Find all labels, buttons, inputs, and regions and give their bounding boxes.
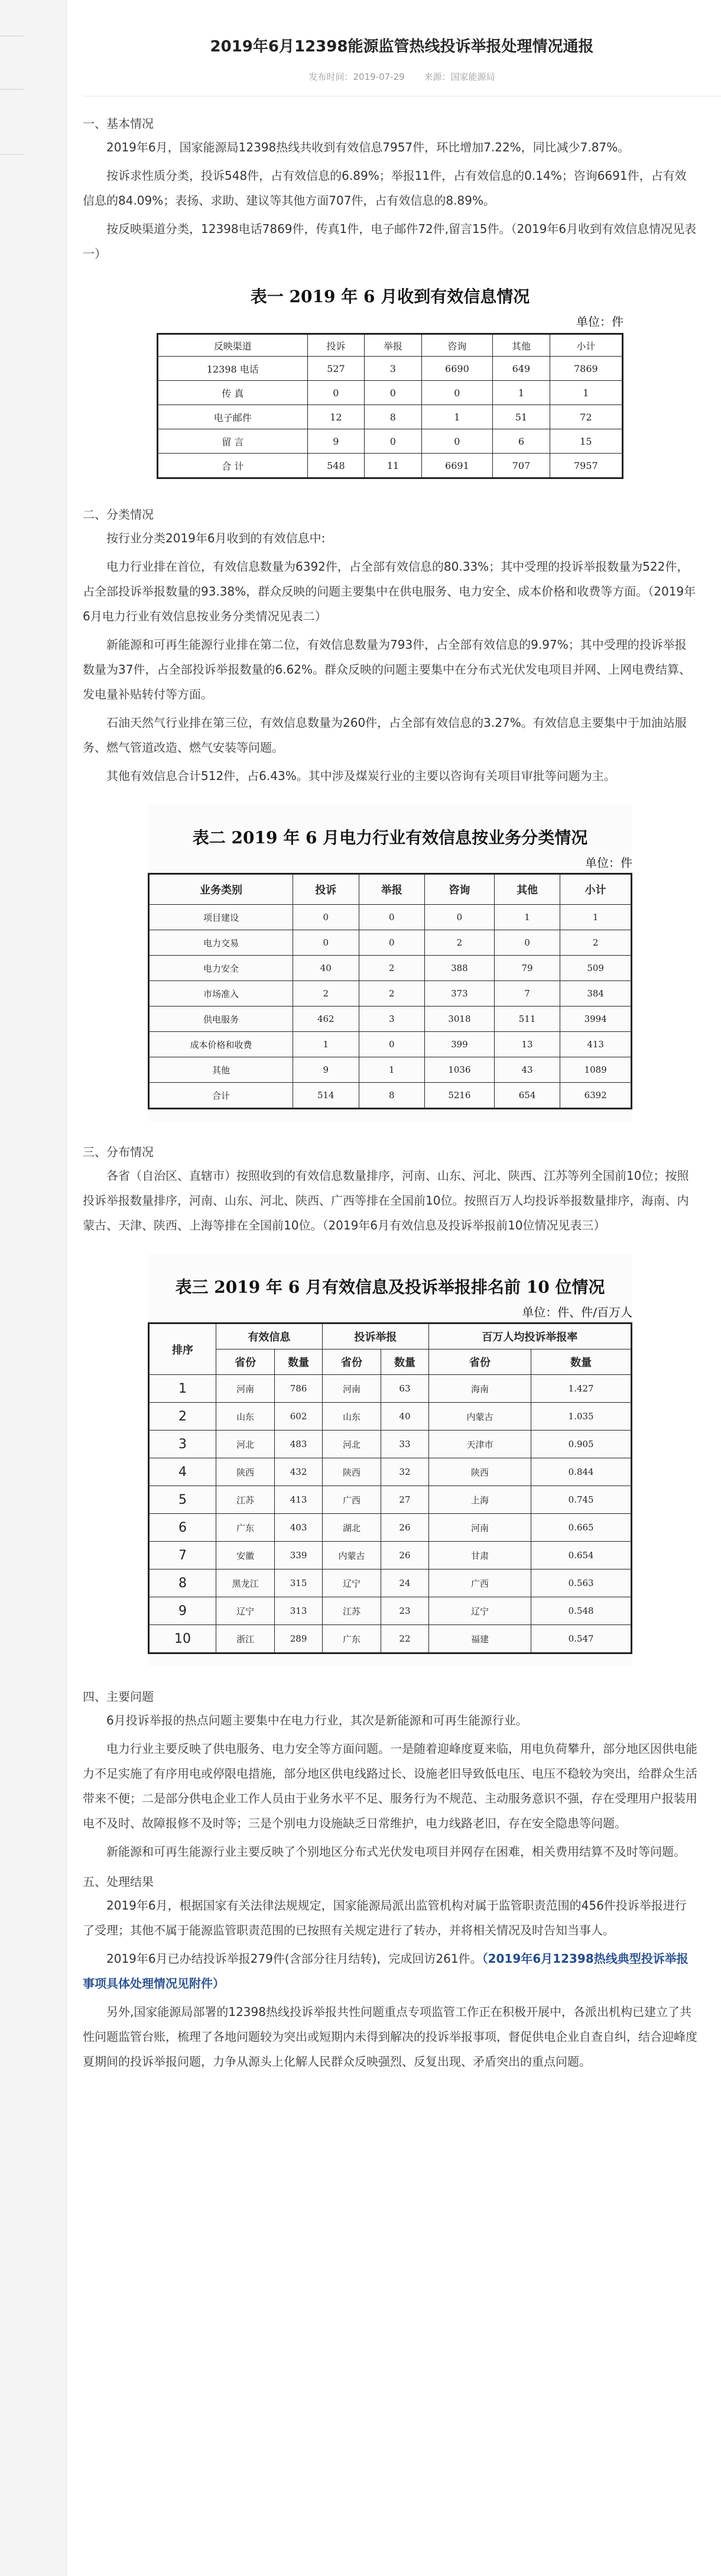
- table-header: 数量: [381, 1350, 429, 1375]
- table-header: 省份: [322, 1350, 381, 1375]
- table-row: [149, 981, 632, 1007]
- table-cell: 成本价格和收费: [149, 1032, 293, 1057]
- page-title: 2019年6月12398能源监管热线投诉举报处理情况通报: [210, 38, 594, 56]
- table-cell: 51: [493, 405, 550, 429]
- table-cell: 5216: [425, 1083, 495, 1109]
- table-row: [149, 1514, 632, 1542]
- table-cell: 8: [149, 1569, 216, 1597]
- table-cell: 1036: [425, 1057, 495, 1083]
- table-row: [149, 1032, 632, 1057]
- table1-title: 表一 2019 年 6 月收到有效信息情况: [250, 287, 530, 306]
- table-cell: 1: [421, 405, 493, 429]
- table-row: [158, 381, 623, 405]
- table-cell: 电子邮件: [158, 405, 308, 429]
- table-cell: 7957: [550, 454, 622, 478]
- publish-label: 发布时间：: [308, 72, 353, 82]
- table-cell: 2: [560, 930, 632, 956]
- table-cell: 0: [365, 429, 422, 454]
- table3-title: 表三 2019 年 6 月有效信息及投诉举报排名前 10 位情况: [175, 1277, 605, 1297]
- table-cell: 548: [307, 454, 365, 478]
- table-cell: 13: [494, 1032, 560, 1057]
- table-row: [149, 1542, 632, 1569]
- table-cell: 广西: [428, 1569, 531, 1597]
- publish-date: [308, 72, 404, 82]
- table1-unit: 单位：件: [576, 315, 623, 329]
- table-cell: 0.563: [531, 1569, 632, 1597]
- table-cell: 289: [275, 1625, 323, 1653]
- paragraph: 电力行业主要反映了供电服务、电力安全等方面问题。一是随着迎峰度夏来临，用电负荷攀升，部分地区因供电能力不足实施了有序用电或停限电措施，部分地区供电线路过长、设施老旧导致低电压、电压不稳较为突出，给群众生活带来不便；二是部分供电企业工作人员由于业务水平不足、服务行为不规范、主动服务意识不强，存在受理用户报装用电不及时、故障报修不及时等；三是个别电力设施缺乏日常维护，电力线路老旧，存在安全隐患等问题。: [83, 1742, 697, 1830]
- table1-block: [157, 284, 623, 479]
- table-cell: 786: [275, 1375, 323, 1403]
- table-group-header: 有效信息: [216, 1323, 323, 1350]
- table-cell: 广东: [216, 1514, 275, 1542]
- paragraph: 新能源和可再生能源行业主要反映了个别地区分布式光伏发电项目并网存在困难，相关费用结算不及时等问题。: [106, 1844, 686, 1859]
- table-cell: 33: [381, 1431, 429, 1458]
- table-cell: 1: [560, 905, 632, 930]
- table-cell: 384: [560, 981, 632, 1007]
- table-cell: 511: [494, 1007, 560, 1032]
- table-header: 业务类别: [149, 874, 293, 905]
- table-cell: 广西: [322, 1486, 381, 1514]
- table-cell: 0.905: [531, 1431, 632, 1458]
- table-row: [149, 1083, 632, 1109]
- table-cell: 合计: [149, 1083, 293, 1109]
- table-cell: 483: [275, 1431, 323, 1458]
- table-cell: 2: [293, 981, 359, 1007]
- table-cell: 辽宁: [322, 1569, 381, 1597]
- paragraph: 另外,国家能源局部署的12398热线投诉举报共性问题重点专项监管工作正在积极开展中，各派出机构已建立了共性问题监管台账，梳理了各地问题较为突出或短期内未得到解决的投诉举报事项，督促供电企业自查自纠，结合迎峰度夏期间的投诉举报问题，力争从源头上化解人民群众反映强烈、反复出现、矛盾突出的重点问题。: [83, 2005, 697, 2069]
- table-cell: 0: [359, 905, 425, 930]
- sidebar-divider: [0, 154, 24, 155]
- table-cell: 1: [149, 1375, 216, 1403]
- source-label: 来源：: [424, 72, 451, 82]
- table-group-header: 百万人均投诉举报率: [428, 1323, 631, 1350]
- table-cell: 462: [293, 1007, 359, 1032]
- table-row: [149, 1431, 632, 1458]
- left-sidebar: [0, 0, 67, 2576]
- table-cell: 0.548: [531, 1597, 632, 1625]
- sidebar-divider: [0, 89, 24, 90]
- table-cell: 1.427: [531, 1375, 632, 1403]
- table-cell: 辽宁: [216, 1597, 275, 1625]
- table-cell: 23: [381, 1597, 429, 1625]
- article-page: [83, 0, 721, 2074]
- table-header: 小计: [550, 334, 622, 357]
- table-row: [158, 454, 623, 478]
- table-cell: 403: [275, 1514, 323, 1542]
- table-cell: 7869: [550, 357, 622, 381]
- table-group-header: 投诉举报: [322, 1323, 428, 1350]
- table3-unit: 单位：件、件/百万人: [522, 1305, 632, 1319]
- table-cell: 0: [307, 381, 365, 405]
- table2: [148, 873, 632, 1109]
- table-cell: 12398 电话: [158, 357, 308, 381]
- table-cell: 6691: [421, 454, 493, 478]
- table-header: 投诉: [293, 874, 359, 905]
- table-row: [158, 357, 623, 381]
- table2-title: 表二 2019 年 6 月电力行业有效信息按业务分类情况: [192, 828, 588, 847]
- paragraph: [83, 1946, 697, 1996]
- table-cell: 传 真: [158, 381, 308, 405]
- source-value: 国家能源局: [450, 72, 495, 82]
- table-header: 咨询: [425, 874, 495, 905]
- table-cell: 安徽: [216, 1542, 275, 1569]
- table-header: 投诉: [307, 334, 365, 357]
- table-cell: 6: [149, 1514, 216, 1542]
- section-heading: 一、基本情况: [83, 116, 154, 131]
- table-cell: 湖北: [322, 1514, 381, 1542]
- publish-date-value: 2019-07-29: [353, 72, 405, 82]
- table-cell: 供电服务: [149, 1007, 293, 1032]
- table-cell: 413: [275, 1486, 323, 1514]
- table-cell: 0: [494, 930, 560, 956]
- table-header: 咨询: [421, 334, 493, 357]
- table-cell: 9: [293, 1057, 359, 1083]
- table-cell: 河北: [216, 1431, 275, 1458]
- paragraph: 按行业分类2019年6月收到的有效信息中:: [106, 531, 326, 545]
- table-cell: 市场准入: [149, 981, 293, 1007]
- table-cell: 373: [425, 981, 495, 1007]
- table-cell: 339: [275, 1542, 323, 1569]
- table-cell: 313: [275, 1597, 323, 1625]
- table-cell: 广东: [322, 1625, 381, 1653]
- table-cell: 2: [359, 981, 425, 1007]
- table-header-row: [149, 1350, 632, 1375]
- table-row: [149, 1486, 632, 1514]
- table-header: 数量: [531, 1350, 632, 1375]
- table-cell: 26: [381, 1542, 429, 1569]
- table-cell: 3994: [560, 1007, 632, 1032]
- table-cell: 河南: [322, 1375, 381, 1403]
- table-cell: 内蒙古: [428, 1403, 531, 1431]
- table-header: 排序: [149, 1323, 216, 1375]
- paragraph: 2019年6月，根据国家有关法律法规规定，国家能源局派出监管机构对属于监管职责范围的456件投诉举报进行了受理；其他不属于能源监管职责范围的已按照有关规定进行了转办，并将相关情况及时告知当事人。: [83, 1898, 687, 1937]
- table-cell: 陕西: [322, 1458, 381, 1486]
- table-header: 数量: [275, 1350, 323, 1375]
- table-cell: 27: [381, 1486, 429, 1514]
- table-cell: 527: [307, 357, 365, 381]
- table-cell: 514: [293, 1083, 359, 1109]
- table-cell: 0.745: [531, 1486, 632, 1514]
- table-cell: 1: [494, 905, 560, 930]
- table-cell: 0.844: [531, 1458, 632, 1486]
- table-cell: 5: [149, 1486, 216, 1514]
- table-cell: 合 计: [158, 454, 308, 478]
- table-cell: 3: [365, 357, 422, 381]
- table-cell: 1: [550, 381, 622, 405]
- table-cell: 43: [494, 1057, 560, 1083]
- paragraph: 6月投诉举报的热点问题主要集中在电力行业，其次是新能源和可再生能源行业。: [106, 1713, 528, 1727]
- section-heading: 三、分布情况: [83, 1145, 154, 1159]
- table-row: [149, 1569, 632, 1597]
- table-cell: 江苏: [216, 1486, 275, 1514]
- table2-block: [148, 805, 632, 1121]
- table-cell: 7: [494, 981, 560, 1007]
- table-cell: 福建: [428, 1625, 531, 1653]
- table-cell: 内蒙古: [322, 1542, 381, 1569]
- table-cell: 0.547: [531, 1625, 632, 1653]
- table-header-row: [149, 874, 632, 905]
- table-cell: 2: [359, 956, 425, 981]
- table-cell: 40: [293, 956, 359, 981]
- table-cell: 9: [307, 429, 365, 454]
- table-cell: 0: [359, 930, 425, 956]
- table-cell: 1: [359, 1057, 425, 1083]
- paragraph-text: 2019年6月已办结投诉举报279件(含部分往月结转)，完成回访261件。: [106, 1952, 482, 1966]
- table-header-row: [149, 1323, 632, 1350]
- table-cell: 上海: [428, 1486, 531, 1514]
- table-cell: 707: [493, 454, 550, 478]
- table-cell: 辽宁: [428, 1597, 531, 1625]
- paragraph: 新能源和可再生能源行业排在第二位，有效信息数量为793件，占全部有效信息的9.97%；其中受理的投诉举报数量为37件，占全部投诉举报数量的6.62%。群众反映的问题主要集中在分布式光伏发电项目并网、上网电费结算、发电量补贴转付等方面。: [83, 637, 691, 701]
- table-cell: 项目建设: [149, 905, 293, 930]
- table-cell: 413: [560, 1032, 632, 1057]
- table-header: 举报: [365, 334, 422, 357]
- table-cell: 0: [421, 429, 493, 454]
- table-cell: 8: [365, 405, 422, 429]
- paragraph: 电力行业排在首位，有效信息数量为6392件，占全部有效信息的80.33%；其中受理的投诉举报数量为522件，占全部投诉举报数量的93.38%，群众反映的问题主要集中在供电服务、电力安全、成本价格和收费等方面。（2019年6月电力行业有效信息按业务分类情况见表二）: [83, 559, 696, 623]
- paragraph: 2019年6月，国家能源局12398热线共收到有效信息7957件，环比增加7.22%，同比减少7.87%。: [106, 140, 630, 154]
- table-header: 省份: [428, 1350, 531, 1375]
- table-cell: 0: [421, 381, 493, 405]
- table3-block: [148, 1254, 632, 1666]
- table-cell: 72: [550, 405, 622, 429]
- table-cell: 6392: [560, 1083, 632, 1109]
- table-cell: 22: [381, 1625, 429, 1653]
- table-cell: 6690: [421, 357, 493, 381]
- table-cell: 山东: [322, 1403, 381, 1431]
- table-cell: 63: [381, 1375, 429, 1403]
- table-cell: 602: [275, 1403, 323, 1431]
- sidebar-divider: [0, 35, 24, 37]
- table-row: [149, 1458, 632, 1486]
- attachment-link[interactable]: （2019年6月12398热线典型投诉举报事项具体处理情况见附件）: [83, 1952, 688, 1991]
- table-cell: 天津市: [428, 1431, 531, 1458]
- source: [424, 72, 495, 82]
- paragraph: 按反映渠道分类，12398电话7869件，传真1件，电子邮件72件,留言15件。（2019年6月收到有效信息情况见表一）: [83, 222, 697, 261]
- table-cell: 26: [381, 1514, 429, 1542]
- table-cell: 15: [550, 429, 622, 454]
- table-cell: 0: [359, 1032, 425, 1057]
- table-cell: 1: [293, 1032, 359, 1057]
- section-heading: 五、处理结果: [83, 1875, 154, 1889]
- table-cell: 3: [359, 1007, 425, 1032]
- table-cell: 0.654: [531, 1542, 632, 1569]
- table3: [148, 1322, 632, 1654]
- table-cell: 10: [149, 1625, 216, 1653]
- table-cell: 509: [560, 956, 632, 981]
- table-cell: 0: [293, 930, 359, 956]
- table-cell: 2: [425, 930, 495, 956]
- table-cell: 其他: [149, 1057, 293, 1083]
- table-header: 省份: [216, 1350, 275, 1375]
- table-cell: 浙江: [216, 1625, 275, 1653]
- table-cell: 海南: [428, 1375, 531, 1403]
- paragraph: 各省（自治区、直辖市）按照收到的有效信息数量排序，河南、山东、河北、陕西、江苏等列全国前10位；按照投诉举报数量排序，河南、山东、河北、陕西、广西等排在全国前10位。按照百万人均投诉举报数量排序，海南、内蒙古、天津、陕西、上海等排在全国前10位。（2019年6月有效信息及投诉举报前10位情况见表三）: [83, 1169, 689, 1232]
- table-cell: 1: [493, 381, 550, 405]
- table-row: [149, 956, 632, 981]
- table-cell: 电力交易: [149, 930, 293, 956]
- table-row: [158, 405, 623, 429]
- table-cell: 河南: [428, 1514, 531, 1542]
- table-cell: 0: [425, 905, 495, 930]
- table-cell: 河北: [322, 1431, 381, 1458]
- table-row: [149, 1403, 632, 1431]
- table-header: 反映渠道: [158, 334, 308, 357]
- table-row: [149, 1007, 632, 1032]
- article-body: [83, 114, 721, 2074]
- table-cell: 3: [149, 1431, 216, 1458]
- paragraph: 按诉求性质分类，投诉548件，占有效信息的6.89%；举报11件，占有效信息的0.14%；咨询6691件，占有效信息的84.09%；表扬、求助、建议等其他方面707件，占有效信息的8.89%。: [83, 169, 687, 208]
- table-cell: 40: [381, 1403, 429, 1431]
- table-row: [149, 905, 632, 930]
- table-row: [149, 1597, 632, 1625]
- table-cell: 388: [425, 956, 495, 981]
- table2-unit: 单位：件: [585, 856, 632, 870]
- table-cell: 32: [381, 1458, 429, 1486]
- table-cell: 649: [493, 357, 550, 381]
- table-row: [149, 1625, 632, 1653]
- table-cell: 1.035: [531, 1403, 632, 1431]
- table-cell: 陕西: [216, 1458, 275, 1486]
- table-header-row: [158, 334, 623, 357]
- table-cell: 399: [425, 1032, 495, 1057]
- table-row: [149, 1375, 632, 1403]
- table-cell: 11: [365, 454, 422, 478]
- table-cell: 24: [381, 1569, 429, 1597]
- table-cell: 河南: [216, 1375, 275, 1403]
- paragraph: 石油天然气行业排在第三位，有效信息数量为260件，占全部有效信息的3.27%。有效信息主要集中于加油站服务、燃气管道改造、燃气安装等问题。: [83, 716, 687, 755]
- table-cell: 315: [275, 1569, 323, 1597]
- table-cell: 1089: [560, 1057, 632, 1083]
- table-cell: 7: [149, 1542, 216, 1569]
- table-cell: 甘肃: [428, 1542, 531, 1569]
- table-row: [149, 1057, 632, 1083]
- table-cell: 654: [494, 1083, 560, 1109]
- table-cell: 黑龙江: [216, 1569, 275, 1597]
- table-header: 其他: [494, 874, 560, 905]
- table-row: [158, 429, 623, 454]
- table1: [157, 333, 623, 479]
- table-cell: 9: [149, 1597, 216, 1625]
- table-cell: 0: [293, 905, 359, 930]
- table-cell: 0: [365, 381, 422, 405]
- table-cell: 2: [149, 1403, 216, 1431]
- table-cell: 432: [275, 1458, 323, 1486]
- article-meta: [83, 70, 721, 83]
- table-header: 其他: [493, 334, 550, 357]
- paragraph: 其他有效信息合计512件，占6.43%。其中涉及煤炭行业的主要以咨询有关项目审批等问题为主。: [106, 769, 616, 783]
- table-cell: 电力安全: [149, 956, 293, 981]
- table-cell: 陕西: [428, 1458, 531, 1486]
- table-cell: 79: [494, 956, 560, 981]
- table-cell: 江苏: [322, 1597, 381, 1625]
- table-cell: 4: [149, 1458, 216, 1486]
- table-header: 小计: [560, 874, 632, 905]
- table-cell: 8: [359, 1083, 425, 1109]
- table-row: [149, 930, 632, 956]
- table-cell: 0.665: [531, 1514, 632, 1542]
- table-cell: 6: [493, 429, 550, 454]
- table-cell: 3018: [425, 1007, 495, 1032]
- section-heading: 四、主要问题: [83, 1690, 154, 1704]
- table-cell: 山东: [216, 1403, 275, 1431]
- table-cell: 12: [307, 405, 365, 429]
- table-cell: 留 言: [158, 429, 308, 454]
- table-header: 举报: [359, 874, 425, 905]
- section-heading: 二、分类情况: [83, 507, 154, 522]
